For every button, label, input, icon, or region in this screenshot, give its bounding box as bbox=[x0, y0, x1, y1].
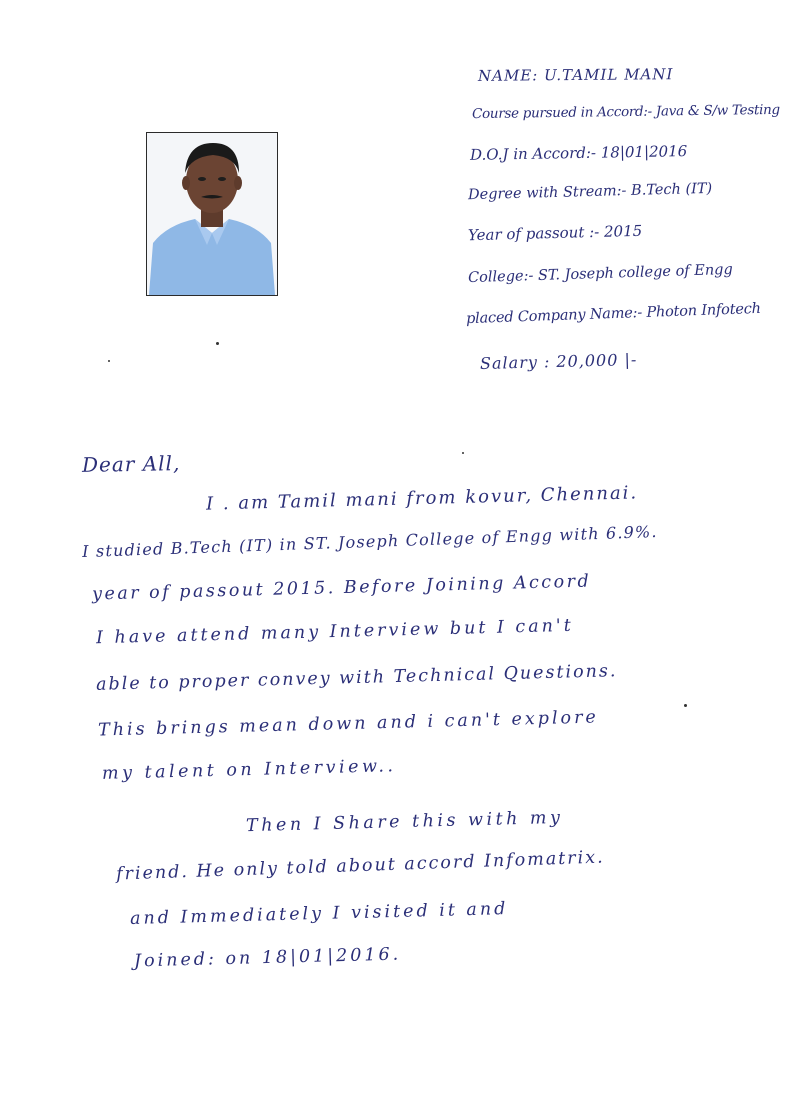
detail-degree: Degree with Stream:- B.Tech (IT) bbox=[467, 180, 713, 204]
scan-speck bbox=[108, 360, 110, 362]
detail-college: College:- ST. Joseph college of Engg bbox=[467, 261, 733, 287]
letter-line: year of passout 2015. Before Joining Accord bbox=[91, 571, 592, 605]
detail-company: placed Company Name:- Photon Infotech bbox=[465, 300, 762, 328]
letter-line: friend. He only told about accord Infomatrix. bbox=[115, 847, 605, 885]
letter-line: Then I Share this with my bbox=[245, 807, 564, 837]
passport-photo bbox=[146, 132, 278, 296]
scan-speck bbox=[462, 452, 464, 454]
detail-name: NAME: U.TAMIL MANI bbox=[477, 65, 674, 85]
letter-line: I have attend many Interview but I can't bbox=[95, 615, 575, 649]
detail-course: Course pursued in Accord:- Java & S/w Testing bbox=[471, 101, 780, 123]
detail-salary: Salary : 20,000 |- bbox=[479, 349, 638, 374]
letter-line: I studied B.Tech (IT) in ST. Joseph College of Engg with 6.9%. bbox=[81, 521, 658, 562]
letter-line: Joined: on 18|01|2016. bbox=[133, 944, 402, 972]
letter-line: able to proper convey with Technical Questions. bbox=[95, 661, 618, 695]
letter-greeting: Dear All, bbox=[81, 451, 181, 477]
scan-speck bbox=[216, 342, 219, 345]
letter-line: This brings mean down and i can't explore bbox=[97, 707, 600, 741]
detail-passout: Year of passout :- 2015 bbox=[467, 221, 643, 245]
letter-line: and Immediately I visited it and bbox=[129, 899, 509, 929]
letter-line: I . am Tamil mani from kovur, Chennai. bbox=[205, 482, 639, 515]
scan-speck bbox=[684, 704, 687, 707]
letter-line: my talent on Interview.. bbox=[101, 756, 397, 784]
person-photo-icon bbox=[147, 133, 277, 295]
detail-doj: D.O.J in Accord:- 18|01|2016 bbox=[469, 142, 688, 164]
